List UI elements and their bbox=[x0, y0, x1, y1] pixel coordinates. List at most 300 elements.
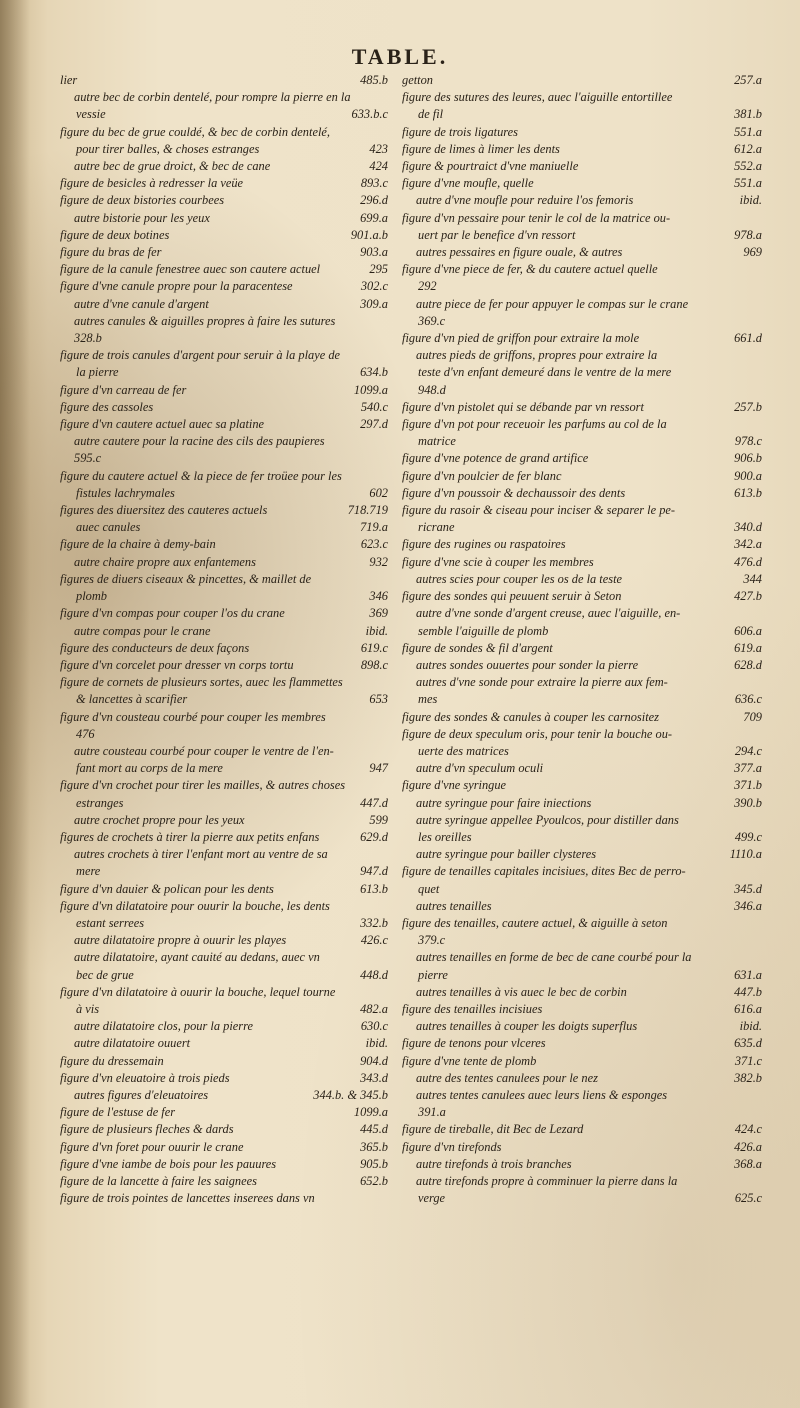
entry-text: autre crochet propre pour les yeux bbox=[74, 812, 245, 827]
entry-page-ref: 599 bbox=[369, 812, 388, 827]
entry-text: figure d'vn pistolet qui se débande par vn ressort bbox=[402, 399, 644, 414]
index-entry bbox=[60, 416, 388, 433]
index-entry bbox=[60, 89, 388, 106]
entry-page-ref: 295 bbox=[369, 262, 388, 277]
entry-text: à vis bbox=[76, 1001, 100, 1016]
index-entry bbox=[402, 364, 762, 381]
entry-page-ref: 900.a bbox=[734, 468, 762, 483]
index-entry bbox=[402, 244, 762, 261]
index-entry bbox=[60, 382, 388, 399]
entry-text: 328.b bbox=[74, 331, 102, 346]
entry-page-ref: 903.a bbox=[360, 245, 388, 260]
entry-page-ref: 445.d bbox=[360, 1122, 388, 1137]
index-entry bbox=[60, 433, 388, 450]
index-entry bbox=[402, 278, 762, 295]
entry-page-ref: 552.a bbox=[734, 159, 762, 174]
index-entry bbox=[60, 450, 388, 467]
index-entry bbox=[402, 623, 762, 640]
entry-page-ref: 382.b bbox=[734, 1070, 762, 1085]
entry-text: semble l'aiguille de plomb bbox=[418, 623, 549, 638]
entry-page-ref: 709 bbox=[743, 709, 762, 724]
entry-page-ref: 947.d bbox=[360, 864, 388, 879]
entry-page-ref: 257.b bbox=[734, 399, 762, 414]
index-entry bbox=[60, 967, 388, 984]
entry-page-ref: 719.a bbox=[360, 520, 388, 535]
index-entry bbox=[402, 1121, 762, 1138]
entry-page-ref: 294.c bbox=[734, 743, 762, 758]
entry-page-ref: 699.a bbox=[360, 210, 388, 225]
index-entry bbox=[402, 1173, 762, 1190]
entry-text: figure d'vn pessaire pour tenir le col de la matrice ou- bbox=[402, 210, 671, 225]
entry-text: autre d'vne moufle pour reduire l'os femoris bbox=[416, 193, 634, 208]
index-entry bbox=[402, 1035, 762, 1052]
entry-page-ref: 424 bbox=[369, 159, 388, 174]
index-entry bbox=[60, 1087, 388, 1104]
entry-text: figures de diuers ciseaux & pincettes, & maillet de bbox=[60, 571, 312, 586]
entry-text: figure d'vn pied de griffon pour extraire la mole bbox=[402, 331, 640, 346]
entry-text: figure & pourtraict d'vne maniuelle bbox=[402, 159, 579, 174]
entry-text: autre syringue pour bailler clysteres bbox=[416, 847, 597, 862]
entry-page-ref: 904.d bbox=[360, 1053, 388, 1068]
entry-page-ref: 485.b bbox=[360, 73, 388, 87]
entry-page-ref: 969 bbox=[743, 245, 762, 260]
entry-text: autres crochets à tirer l'enfant mort au ventre de sa bbox=[74, 847, 328, 862]
index-entry bbox=[402, 932, 762, 949]
index-entry bbox=[60, 881, 388, 898]
index-entry bbox=[402, 881, 762, 898]
index-entry bbox=[402, 519, 762, 536]
index-entry bbox=[402, 846, 762, 863]
entry-text: figure d'vn cousteau courbé pour couper les membres bbox=[60, 709, 326, 724]
entry-page-ref: 448.d bbox=[360, 967, 388, 982]
index-entry bbox=[60, 278, 388, 295]
entry-page-ref: 612.a bbox=[734, 141, 762, 156]
entry-text: figure d'vn dilatatoire à ouurir la bouche, lequel tourne bbox=[60, 984, 336, 999]
entry-text: fant mort au corps de la mere bbox=[76, 761, 223, 776]
entry-text: quet bbox=[418, 881, 440, 896]
entry-page-ref: 978.a bbox=[734, 227, 762, 242]
entry-text: figures de crochets à tirer la pierre aux petits enfans bbox=[60, 829, 320, 844]
entry-text: figure d'vn tirefonds bbox=[402, 1139, 502, 1154]
entry-text: figure de trois ligatures bbox=[402, 124, 518, 139]
entry-text: figure de la lancette à faire les saignees bbox=[60, 1174, 257, 1188]
entry-text: figure du cautere actuel & la piece de fer troüee pour les bbox=[60, 468, 342, 483]
index-entry bbox=[402, 1053, 762, 1070]
index-entry bbox=[402, 1087, 762, 1104]
entry-text: 369.c bbox=[418, 313, 446, 328]
index-entry bbox=[402, 106, 762, 123]
entry-page-ref: 377.a bbox=[734, 761, 762, 776]
entry-page-ref: 368.a bbox=[734, 1156, 762, 1171]
index-entry bbox=[402, 485, 762, 502]
entry-page-ref: 297.d bbox=[360, 417, 388, 432]
index-entry bbox=[60, 795, 388, 812]
entry-text: figure d'vn cautere actuel auec sa platine bbox=[60, 417, 265, 432]
entry-text: figure des cassoles bbox=[60, 399, 154, 414]
entry-text: 476 bbox=[76, 726, 95, 741]
index-entry bbox=[60, 588, 388, 605]
index-entry bbox=[60, 623, 388, 640]
entry-text: figure de la chaire à demy-bain bbox=[60, 537, 216, 552]
entry-page-ref: 898.c bbox=[360, 657, 388, 672]
entry-text: autre cautere pour la racine des cils des paupieres bbox=[74, 434, 325, 449]
entry-text: autre syringue appellee Pyoulcos, pour distiller dans bbox=[416, 812, 679, 827]
entry-page-ref: 619.c bbox=[360, 640, 388, 655]
index-entry bbox=[60, 932, 388, 949]
index-entry bbox=[402, 313, 762, 330]
entry-text: autres pieds de griffons, propres pour extraire la bbox=[416, 348, 658, 363]
entry-text: & lancettes à scarifier bbox=[76, 692, 188, 707]
index-entry bbox=[402, 536, 762, 553]
entry-page-ref: 390.b bbox=[734, 795, 762, 810]
entry-text: autres tenailles à vis auec le bec de corbin bbox=[416, 984, 627, 999]
entry-text: figure de tireballe, dit Bec de Lezard bbox=[402, 1122, 584, 1137]
entry-page-ref: 613.b bbox=[734, 485, 762, 500]
entry-text: autre compas pour le crane bbox=[74, 623, 211, 638]
entry-text: pierre bbox=[418, 967, 448, 982]
entry-text: figure d'vn pot pour receuoir les parfums au col de la bbox=[402, 417, 667, 432]
entry-text: autres tenailles à couper les doigts superflus bbox=[416, 1019, 638, 1034]
entry-page-ref: 340.d bbox=[734, 520, 762, 535]
index-entry bbox=[402, 967, 762, 984]
entry-page-ref: 947 bbox=[369, 761, 388, 776]
entry-text: autre tirefonds à trois branches bbox=[416, 1156, 572, 1171]
index-entry bbox=[402, 984, 762, 1001]
entry-text: figure du bec de grue couldé, & bec de corbin dentelé, bbox=[60, 124, 330, 139]
entry-page-ref: 932 bbox=[369, 554, 388, 569]
entry-text: figure d'vn carreau de fer bbox=[60, 382, 187, 397]
entry-page-ref: 344 bbox=[743, 571, 762, 586]
entry-text: figure d'vn eleuatoire à trois pieds bbox=[60, 1070, 230, 1085]
entry-page-ref: 551.a bbox=[734, 124, 762, 139]
index-entry bbox=[60, 1035, 388, 1052]
entry-page-ref: 625.c bbox=[734, 1191, 762, 1206]
index-entry bbox=[60, 1018, 388, 1035]
index-entry bbox=[60, 726, 388, 743]
index-entry bbox=[60, 674, 388, 691]
index-entry bbox=[60, 364, 388, 381]
entry-text: lier bbox=[60, 73, 78, 87]
entry-page-ref: 1110.a bbox=[729, 847, 762, 862]
index-entry bbox=[402, 72, 762, 89]
entry-page-ref: 344.b. & 345.b bbox=[313, 1087, 388, 1102]
entry-page-ref: 630.c bbox=[360, 1019, 388, 1034]
index-entry bbox=[402, 571, 762, 588]
index-entry bbox=[402, 450, 762, 467]
index-column-right bbox=[402, 72, 762, 1207]
index-entry bbox=[60, 554, 388, 571]
index-entry bbox=[402, 192, 762, 209]
entry-page-ref: 1099.a bbox=[353, 1105, 388, 1120]
entry-text: teste d'vn enfant demeuré dans le ventre de la mere bbox=[418, 365, 672, 380]
entry-text: autre bistorie pour les yeux bbox=[74, 210, 210, 225]
index-entry bbox=[60, 1173, 388, 1190]
index-entry bbox=[402, 829, 762, 846]
entry-text: autres d'vne sonde pour extraire la pierre aux fem- bbox=[416, 675, 668, 690]
index-entry bbox=[60, 1053, 388, 1070]
index-entry bbox=[60, 777, 388, 794]
entry-page-ref: 427.b bbox=[734, 589, 762, 604]
index-entry bbox=[402, 416, 762, 433]
entry-page-ref: 629.d bbox=[360, 829, 388, 844]
index-entry bbox=[402, 1190, 762, 1207]
index-entry bbox=[402, 330, 762, 347]
entry-text: figure de deux speculum oris, pour tenir la bouche ou- bbox=[402, 726, 673, 741]
entry-text: figure d'vne moufle, quelle bbox=[402, 176, 534, 191]
entry-text: figure de plusieurs fleches & dards bbox=[60, 1122, 234, 1137]
entry-page-ref: 606.a bbox=[734, 623, 762, 638]
index-entry bbox=[402, 89, 762, 106]
index-entry bbox=[60, 812, 388, 829]
entry-text: autres tenailles bbox=[416, 898, 492, 913]
entry-text: autres canules & aiguilles propres à faire les sutures bbox=[74, 313, 336, 328]
entry-page-ref: 905.b bbox=[360, 1156, 388, 1171]
entry-text: 595.c bbox=[74, 451, 102, 466]
index-entry bbox=[60, 1104, 388, 1121]
entry-text: de fil bbox=[418, 107, 444, 122]
entry-page-ref: ibid. bbox=[365, 623, 388, 638]
entry-text: mere bbox=[76, 864, 101, 879]
entry-text: mes bbox=[418, 692, 438, 707]
index-entry bbox=[60, 743, 388, 760]
index-entry bbox=[60, 210, 388, 227]
index-entry bbox=[402, 674, 762, 691]
entry-text: figure des tenailles, cautere actuel, & aiguille à seton bbox=[402, 915, 668, 930]
index-entry bbox=[60, 468, 388, 485]
entry-text: 948.d bbox=[418, 382, 446, 397]
entry-text: estant serrees bbox=[76, 915, 145, 930]
index-entry bbox=[402, 640, 762, 657]
index-entry bbox=[60, 261, 388, 278]
entry-text: figure de tenons pour vlceres bbox=[402, 1036, 546, 1051]
entry-text: figure du rasoir & ciseau pour inciser & separer le pe- bbox=[402, 503, 676, 518]
entry-page-ref: 661.d bbox=[734, 331, 762, 346]
entry-page-ref: 426.a bbox=[734, 1139, 762, 1154]
index-entry bbox=[402, 227, 762, 244]
index-entry bbox=[60, 347, 388, 364]
entry-text: la pierre bbox=[76, 365, 119, 380]
entry-text: 379.c bbox=[418, 933, 446, 948]
entry-text: figure d'vne syringue bbox=[402, 778, 507, 793]
index-entry bbox=[60, 485, 388, 502]
index-entry bbox=[60, 106, 388, 123]
entry-page-ref: 623.c bbox=[360, 537, 388, 552]
index-entry bbox=[60, 1121, 388, 1138]
entry-page-ref: ibid. bbox=[739, 1019, 762, 1034]
entry-page-ref: 447.d bbox=[360, 795, 388, 810]
index-entry bbox=[60, 760, 388, 777]
entry-text: figure des rugines ou raspatoires bbox=[402, 537, 566, 552]
index-entry bbox=[402, 347, 762, 364]
index-entry bbox=[60, 657, 388, 674]
entry-text: pour tirer balles, & choses estranges bbox=[76, 141, 260, 156]
index-entry bbox=[60, 640, 388, 657]
entry-page-ref: 423 bbox=[369, 141, 388, 156]
index-entry bbox=[402, 502, 762, 519]
entry-page-ref: 540.c bbox=[360, 399, 388, 414]
entry-text: 391.a bbox=[418, 1105, 446, 1120]
index-entry bbox=[402, 210, 762, 227]
index-entry bbox=[402, 1001, 762, 1018]
index-entry bbox=[402, 554, 762, 571]
entry-text: autres tentes canulees auec leurs liens & esponges bbox=[416, 1087, 668, 1102]
entry-text: figure de l'estuse de fer bbox=[60, 1105, 176, 1120]
entry-page-ref: 1099.a bbox=[353, 382, 388, 397]
index-entry bbox=[402, 1139, 762, 1156]
page-title: TABLE. bbox=[351, 44, 449, 69]
index-entry bbox=[60, 536, 388, 553]
entry-page-ref: 369 bbox=[369, 606, 388, 621]
entry-text: 292 bbox=[418, 279, 437, 294]
entry-page-ref: 635.d bbox=[734, 1036, 762, 1051]
index-entry bbox=[402, 949, 762, 966]
index-column-left bbox=[60, 72, 388, 1207]
index-entry bbox=[402, 399, 762, 416]
entry-text: bec de grue bbox=[76, 967, 134, 982]
index-entry bbox=[402, 898, 762, 915]
index-entry bbox=[60, 709, 388, 726]
entry-page-ref: 345.d bbox=[734, 881, 762, 896]
entry-text: autre piece de fer pour appuyer le compas sur le crane bbox=[416, 296, 689, 311]
entry-page-ref: 343.d bbox=[360, 1070, 388, 1085]
entry-text: autres tenailles en forme de bec de cane courbé pour la bbox=[416, 950, 692, 965]
entry-text: vessie bbox=[76, 107, 106, 122]
index-entry bbox=[60, 1139, 388, 1156]
index-entry bbox=[60, 846, 388, 863]
entry-text: figure d'vn foret pour ouurir le crane bbox=[60, 1139, 244, 1154]
index-entry bbox=[402, 915, 762, 932]
entry-text: verge bbox=[418, 1191, 446, 1206]
entry-text: ricrane bbox=[418, 520, 455, 535]
index-entry bbox=[60, 227, 388, 244]
entry-page-ref: 631.a bbox=[734, 967, 762, 982]
entry-text: autre dilatatoire, ayant cauité au dedans, auec vn bbox=[74, 950, 320, 965]
entry-page-ref: 346.a bbox=[734, 898, 762, 913]
entry-text: figure de deux botines bbox=[60, 227, 170, 242]
entry-text: figure d'vn corcelet pour dresser vn corps tortu bbox=[60, 657, 294, 672]
entry-page-ref: 381.b bbox=[734, 107, 762, 122]
entry-text: auec canules bbox=[76, 520, 141, 535]
entry-text: autre syringue pour faire iniections bbox=[416, 795, 592, 810]
index-entry bbox=[402, 1018, 762, 1035]
index-entry bbox=[60, 915, 388, 932]
index-entry bbox=[402, 777, 762, 794]
entry-text: autre bec de corbin dentelé, pour rompre la pierre en la bbox=[74, 90, 351, 105]
index-entry bbox=[60, 571, 388, 588]
index-entry bbox=[60, 605, 388, 622]
entry-text: figure d'vn compas pour couper l'os du crane bbox=[60, 606, 285, 621]
entry-text: figure d'vn crochet pour tirer les mailles, & autres choses bbox=[60, 778, 346, 793]
entry-page-ref: 342.a bbox=[734, 537, 762, 552]
index-entry bbox=[60, 244, 388, 261]
index-entry bbox=[402, 1156, 762, 1173]
entry-page-ref: 365.b bbox=[360, 1139, 388, 1154]
entry-text: uert par le benefice d'vn ressort bbox=[418, 227, 576, 242]
entry-page-ref: 424.c bbox=[734, 1122, 762, 1137]
entry-page-ref: 602 bbox=[369, 485, 388, 500]
entry-text: figure d'vn poulcier de fer blanc bbox=[402, 468, 562, 483]
entry-text: autre d'vne sonde d'argent creuse, auec l'aiguille, en- bbox=[416, 606, 681, 621]
index-entry bbox=[402, 657, 762, 674]
entry-text: figure de la canule fenestree auec son cautere actuel bbox=[60, 262, 321, 277]
index-entry bbox=[402, 468, 762, 485]
entry-page-ref: 499.c bbox=[734, 829, 762, 844]
index-entry bbox=[402, 760, 762, 777]
index-entry bbox=[402, 433, 762, 450]
entry-page-ref: 476.d bbox=[734, 554, 762, 569]
index-entry bbox=[60, 829, 388, 846]
entry-text: autre dilatatoire clos, pour la pierre bbox=[74, 1019, 253, 1034]
entry-text: figure du bras de fer bbox=[60, 245, 162, 260]
index-entry bbox=[402, 795, 762, 812]
entry-text: figure de deux bistories courbees bbox=[60, 193, 225, 208]
entry-text: autres pessaires en figure ouale, & autres bbox=[416, 245, 623, 260]
index-entry bbox=[402, 743, 762, 760]
index-entry bbox=[402, 296, 762, 313]
entry-text: figure d'vne canule propre pour la paracentese bbox=[60, 279, 293, 294]
entry-page-ref: 633.b.c bbox=[351, 107, 388, 122]
index-entry bbox=[60, 863, 388, 880]
entry-page-ref: ibid. bbox=[365, 1036, 388, 1051]
entry-page-ref: 718.719 bbox=[347, 503, 388, 518]
index-entry bbox=[60, 1001, 388, 1018]
entry-text: autres scies pour couper les os de la teste bbox=[416, 571, 623, 586]
index-entry bbox=[402, 863, 762, 880]
entry-text: figure de tenailles capitales incisiues, dites Bec de perro- bbox=[402, 864, 686, 879]
entry-page-ref: 619.a bbox=[734, 640, 762, 655]
entry-page-ref: 332.b bbox=[360, 915, 388, 930]
entry-page-ref: ibid. bbox=[739, 193, 762, 208]
entry-text: autre cousteau courbé pour couper le ventre de l'en- bbox=[74, 743, 334, 758]
entry-page-ref: 426.c bbox=[360, 933, 388, 948]
entry-text: figure de trois canules d'argent pour seruir à la playe de bbox=[60, 348, 341, 363]
entry-text: figure d'vne iambe de bois pour les pauures bbox=[60, 1156, 277, 1171]
entry-text: figure de besicles à redresser la veüe bbox=[60, 176, 244, 191]
entry-page-ref: 906.b bbox=[734, 451, 762, 466]
entry-text: fistules lachrymales bbox=[76, 485, 175, 500]
entry-page-ref: 482.a bbox=[360, 1001, 388, 1016]
index-entry bbox=[60, 984, 388, 1001]
index-entry bbox=[60, 519, 388, 536]
entry-text: figure de limes à limer les dents bbox=[402, 141, 560, 156]
entry-text: les oreilles bbox=[418, 829, 472, 844]
entry-page-ref: 257.a bbox=[734, 73, 762, 87]
entry-text: figure des sutures des leures, auec l'aiguille entortillee bbox=[402, 90, 673, 105]
entry-page-ref: 371.b bbox=[734, 778, 762, 793]
index-entry bbox=[60, 141, 388, 158]
entry-page-ref: 652.b bbox=[360, 1174, 388, 1188]
index-entry bbox=[60, 399, 388, 416]
entry-text: autre dilatatoire ouuert bbox=[74, 1036, 191, 1051]
entry-page-ref: 893.c bbox=[360, 176, 388, 191]
index-entry bbox=[60, 1156, 388, 1173]
entry-page-ref: 447.b bbox=[734, 984, 762, 999]
entry-page-ref: 653 bbox=[369, 692, 388, 707]
entry-page-ref: 346 bbox=[369, 589, 388, 604]
entry-text: autre d'vne canule d'argent bbox=[74, 296, 209, 311]
entry-text: figure d'vne potence de grand artifice bbox=[402, 451, 589, 466]
entry-page-ref: 634.b bbox=[360, 365, 388, 380]
entry-text: autre tirefonds propre à comminuer la pierre dans la bbox=[416, 1174, 678, 1188]
index-entry bbox=[402, 605, 762, 622]
entry-page-ref: 616.a bbox=[734, 1001, 762, 1016]
entry-text: figures des diuersitez des cauteres actuels bbox=[60, 503, 268, 518]
entry-text: figure d'vn poussoir & dechaussoir des dents bbox=[402, 485, 626, 500]
entry-text: figure des sondes & canules à couper les carnositez bbox=[402, 709, 659, 724]
index-entry bbox=[60, 691, 388, 708]
entry-page-ref: 613.b bbox=[360, 881, 388, 896]
entry-text: autre d'vn speculum oculi bbox=[416, 761, 544, 776]
